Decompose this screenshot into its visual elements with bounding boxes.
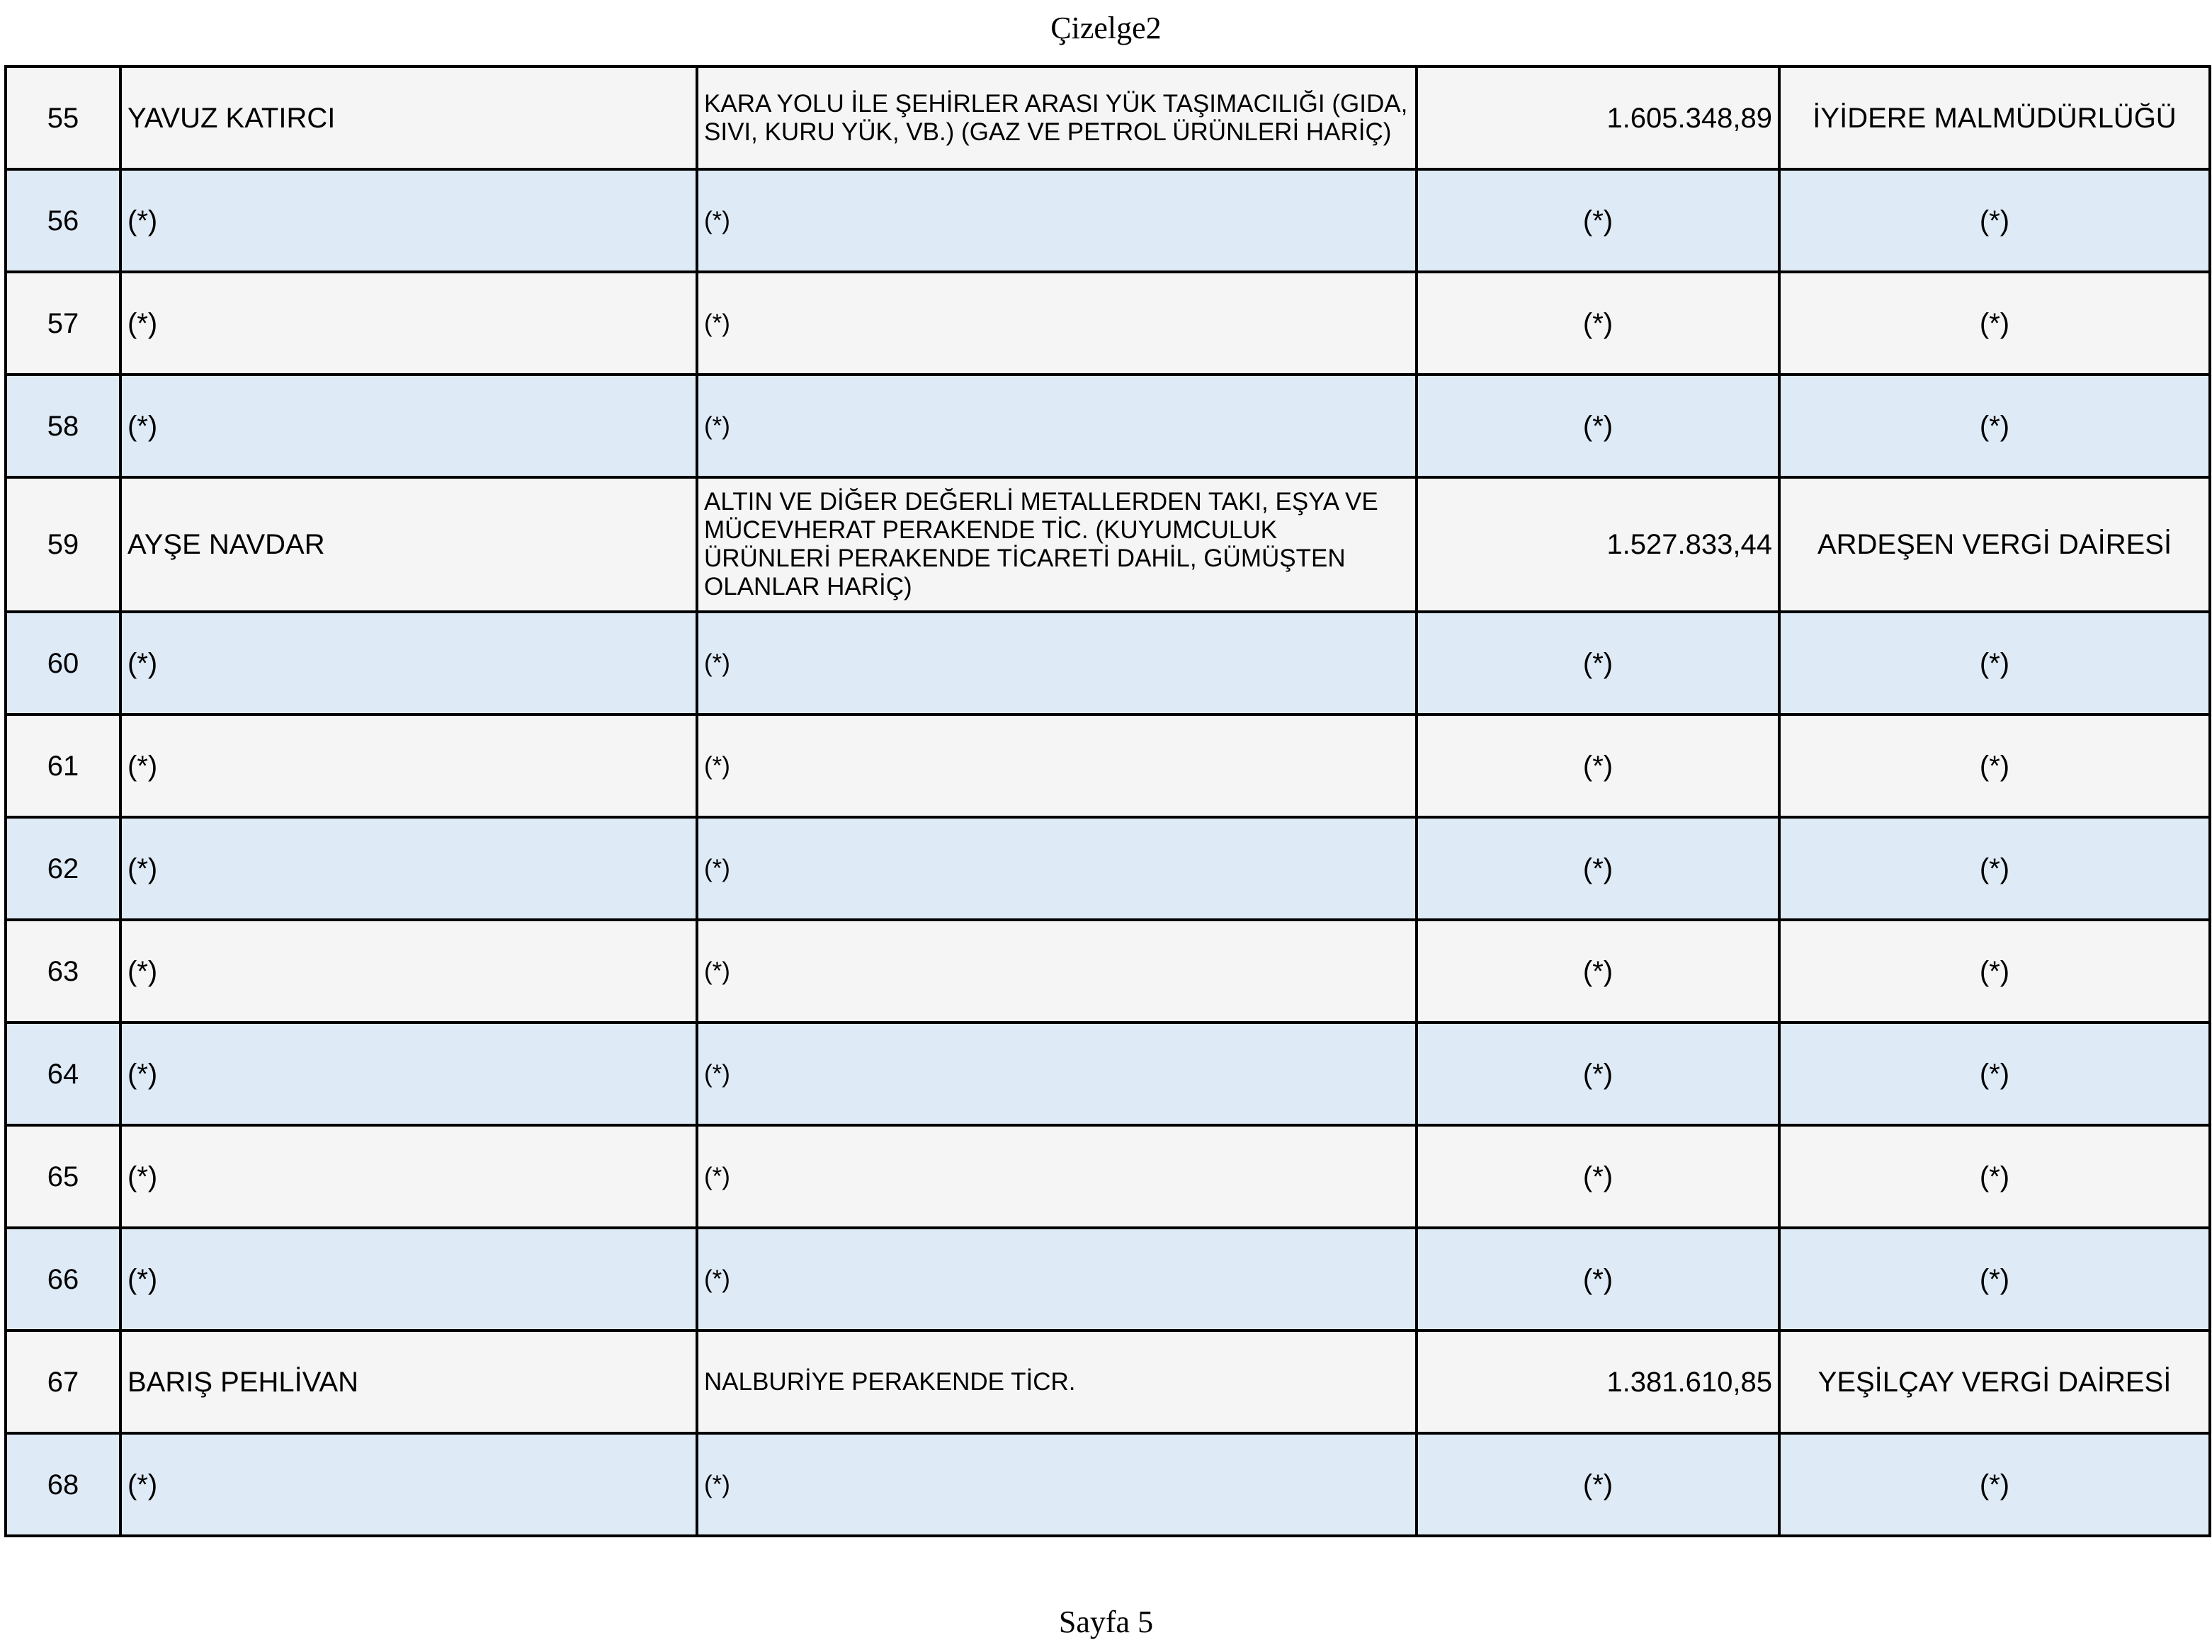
table-row <box>6 1228 2210 1331</box>
amount: (*) <box>1417 1022 1779 1125</box>
tax-office: (*) <box>1779 169 2210 272</box>
amount: (*) <box>1417 1228 1779 1331</box>
table-row <box>6 67 2210 169</box>
table-row <box>6 169 2210 272</box>
tax-office: (*) <box>1779 1125 2210 1228</box>
taxpayer-name: AYŞE NAVDAR <box>120 477 697 612</box>
taxpayer-name: (*) <box>120 1022 697 1125</box>
taxpayer-name: (*) <box>120 1228 697 1331</box>
table-row <box>6 1125 2210 1228</box>
amount: (*) <box>1417 714 1779 817</box>
taxpayer-name: (*) <box>120 714 697 817</box>
table-row <box>6 477 2210 612</box>
tax-office: (*) <box>1779 375 2210 477</box>
row-number: 55 <box>6 67 120 169</box>
taxpayer-name: YAVUZ KATIRCI <box>120 67 697 169</box>
row-number: 68 <box>6 1433 120 1536</box>
table-row <box>6 1433 2210 1536</box>
business-activity: (*) <box>697 169 1417 272</box>
business-activity: (*) <box>697 1228 1417 1331</box>
amount: (*) <box>1417 920 1779 1022</box>
taxpayer-name: (*) <box>120 272 697 375</box>
row-number: 66 <box>6 1228 120 1331</box>
business-activity: (*) <box>697 714 1417 817</box>
table-row <box>6 612 2210 714</box>
amount: (*) <box>1417 1433 1779 1536</box>
table-row <box>6 1331 2210 1433</box>
business-activity: (*) <box>697 817 1417 920</box>
business-activity: (*) <box>697 1022 1417 1125</box>
tax-office: ARDEŞEN VERGİ DAİRESİ <box>1779 477 2210 612</box>
taxpayer-name: (*) <box>120 920 697 1022</box>
taxpayer-name: (*) <box>120 1125 697 1228</box>
tax-office: (*) <box>1779 1228 2210 1331</box>
amount: (*) <box>1417 375 1779 477</box>
business-activity: (*) <box>697 272 1417 375</box>
business-activity: (*) <box>697 1433 1417 1536</box>
business-activity: KARA YOLU İLE ŞEHİRLER ARASI YÜK TAŞIMACILIĞI (GIDA, SIVI, KURU YÜK, VB.) (GAZ VE PETROL ÜRÜNLERİ HARİÇ) <box>697 67 1417 169</box>
tax-office: YEŞİLÇAY VERGİ DAİRESİ <box>1779 1331 2210 1433</box>
table-row <box>6 817 2210 920</box>
row-number: 56 <box>6 169 120 272</box>
row-number: 58 <box>6 375 120 477</box>
tax-office: İYİDERE MALMÜDÜRLÜĞÜ <box>1779 67 2210 169</box>
tax-office: (*) <box>1779 272 2210 375</box>
taxpayer-name: (*) <box>120 169 697 272</box>
amount: (*) <box>1417 169 1779 272</box>
row-number: 65 <box>6 1125 120 1228</box>
row-number: 63 <box>6 920 120 1022</box>
page-number: Sayfa 5 <box>1058 1605 1154 1639</box>
row-number: 64 <box>6 1022 120 1125</box>
row-number: 59 <box>6 477 120 612</box>
table-row <box>6 1022 2210 1125</box>
tax-office: (*) <box>1779 612 2210 714</box>
amount: 1.381.610,85 <box>1417 1331 1779 1433</box>
taxpayer-name: (*) <box>120 817 697 920</box>
table-row <box>6 375 2210 477</box>
business-activity: (*) <box>697 612 1417 714</box>
business-activity: ALTIN VE DİĞER DEĞERLİ METALLERDEN TAKI, EŞYA VE MÜCEVHERAT PERAKENDE TİC. (KUYUMCULUK ÜRÜNLERİ PERAKENDE TİCARETİ DAHİL, GÜMÜŞTEN OLANLAR HARİÇ) <box>697 477 1417 612</box>
table-row <box>6 272 2210 375</box>
amount: (*) <box>1417 612 1779 714</box>
row-number: 67 <box>6 1331 120 1433</box>
taxpayer-name: (*) <box>120 375 697 477</box>
tax-office: (*) <box>1779 920 2210 1022</box>
amount: (*) <box>1417 1125 1779 1228</box>
business-activity: (*) <box>697 375 1417 477</box>
tax-office: (*) <box>1779 1433 2210 1536</box>
taxpayer-table <box>4 65 2211 1537</box>
taxpayer-name: BARIŞ PEHLİVAN <box>120 1331 697 1433</box>
taxpayer-name: (*) <box>120 612 697 714</box>
amount: (*) <box>1417 272 1779 375</box>
business-activity: (*) <box>697 1125 1417 1228</box>
tax-office: (*) <box>1779 714 2210 817</box>
tax-office: (*) <box>1779 1022 2210 1125</box>
table-row <box>6 714 2210 817</box>
table-row <box>6 920 2210 1022</box>
row-number: 62 <box>6 817 120 920</box>
tax-office: (*) <box>1779 817 2210 920</box>
row-number: 60 <box>6 612 120 714</box>
business-activity: (*) <box>697 920 1417 1022</box>
amount: (*) <box>1417 817 1779 920</box>
business-activity: NALBURİYE PERAKENDE TİCR. <box>697 1331 1417 1433</box>
row-number: 61 <box>6 714 120 817</box>
row-number: 57 <box>6 272 120 375</box>
taxpayer-name: (*) <box>120 1433 697 1536</box>
amount: 1.605.348,89 <box>1417 67 1779 169</box>
page-title: Çizelge2 <box>1050 11 1162 45</box>
amount: 1.527.833,44 <box>1417 477 1779 612</box>
